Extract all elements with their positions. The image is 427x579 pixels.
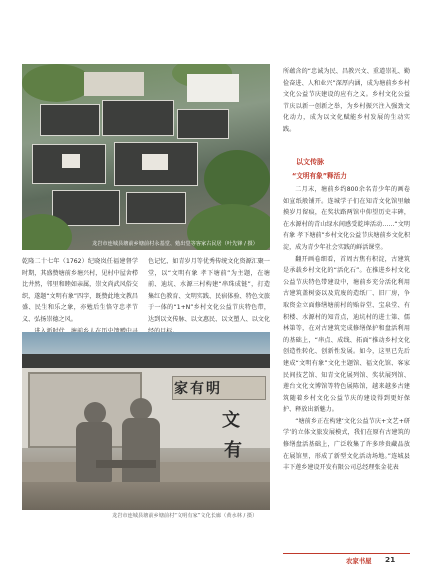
paragraph: “塘前乡正在构建‘文化公益节庆+文艺+研学’的立体文旅发展模式，我们在原有古建筑的修缮盘活基础上，广泛收集了许多珍贵藏品放在展馆里，形成了新型文化活动场地。”连城县丰下莲乡建设开发有限公司总经理张金花表 — [283, 417, 410, 472]
paragraph: 乾隆二十七年（1762）纪晓岚任福建督学时期，其盛赞塘前乡塘兴村，见村中屋舍栉比井然，邻里和睦如亲属，崇文尚武风俗交织，遂题“文明有象”四字，既赞此地文教昌盛、民生和乐之象，亦勉后生恪守忠孝节义、弘扬崇德之风。 — [22, 258, 139, 323]
article-column-3-body — [283, 184, 410, 474]
page-number: 21 — [385, 555, 396, 564]
bottom-photo-caption: 龙岩市连城县塘前乡塘前村“文明有家”文化长廊（黄水林 / 摄） — [112, 513, 258, 519]
corridor-char-you: 有 — [224, 440, 242, 461]
article-column-3-intro — [283, 66, 410, 136]
paragraph: 二月末，塘前乡约800余名青少年的画卷如宣纸般铺开。连城学子们在知青文化馆里触摸岁月留痕，在奖状路两馆中仰望历史丰碑，在水源村的青山绿水间感受乾坤活动……“文明有象 孝下塘前”乡村文化公益节庆塘前乡文化积淀，成为青少年社会实践的鲜活课堂。 — [283, 186, 410, 251]
magazine-name: 农家书屋 — [346, 557, 372, 565]
village-aerial-photo — [22, 64, 270, 250]
section-title: 以文传脉 — [296, 158, 324, 166]
corridor-char-wen: 文 — [222, 410, 240, 431]
footer-rule — [283, 553, 410, 554]
section-subtitle: “文明有象”释活力 — [292, 172, 347, 180]
top-photo-caption: 龙岩市连城县塘前乡塘前村永基堂、勉出堂等客家古民居（叶先锋 / 摄） — [92, 241, 258, 247]
paragraph: 色记忆、如青岁月等优秀传统文化资源汇聚一堂，以“文明有象 孝下塘前”为主题，在塘前、迪坑、水源三村构建“串珠成链”，打造集红色教育、文明实践、民宿体验、特色文旅于一体的“1+N”乡村文化公益节庆特色带，达到以文传脉、以文惠民、以文塑人、以文化 — [148, 258, 270, 323]
corridor-sign-text: 家有明 — [174, 381, 222, 397]
culture-corridor-photo — [22, 332, 270, 510]
paragraph: 所蕴含的“忠诚为民、昌教兴文、重道崇礼、勤俭奋进、人和业兴”深厚内涵，成为塘前乡乡村文化公益节庆建设的应有之义。乡村文化公益节庆以新一创新之举，为乡村振兴注入强劲文化动力，成为以文化赋能乡村发展的生动实践。 — [283, 68, 410, 133]
paragraph: 翻开画卷细看，首周古焦有积淀，古建筑是承载乡村文化的“活化石”。在推进乡村文化公益节庆特色带建设中，塘前乡充分活化利用古建筑盖树姿以及荒废的造纸厂、旧厂房，争取资金立面修缮塘前村的贻谷堂、宝泉堂、有积楼、水源村的知青点，迪坑村的进士第、儒林第等，在对古建筑完成修缮保护和盘活利用的基础上，“串点、成线、拓面”推动乡村文化创造性转化、创新性发展。如今，这里已先后建成“文明有象”文化主题馆、福文化馆、客家民间技艺馆、知青文化展列馆、奖状展列馆、莲台文化文博馆等特色展陈馆，越来越多古建筑随着乡村文化公益节庆的建设得到更好保护、释放出新魅力。 — [283, 255, 410, 414]
